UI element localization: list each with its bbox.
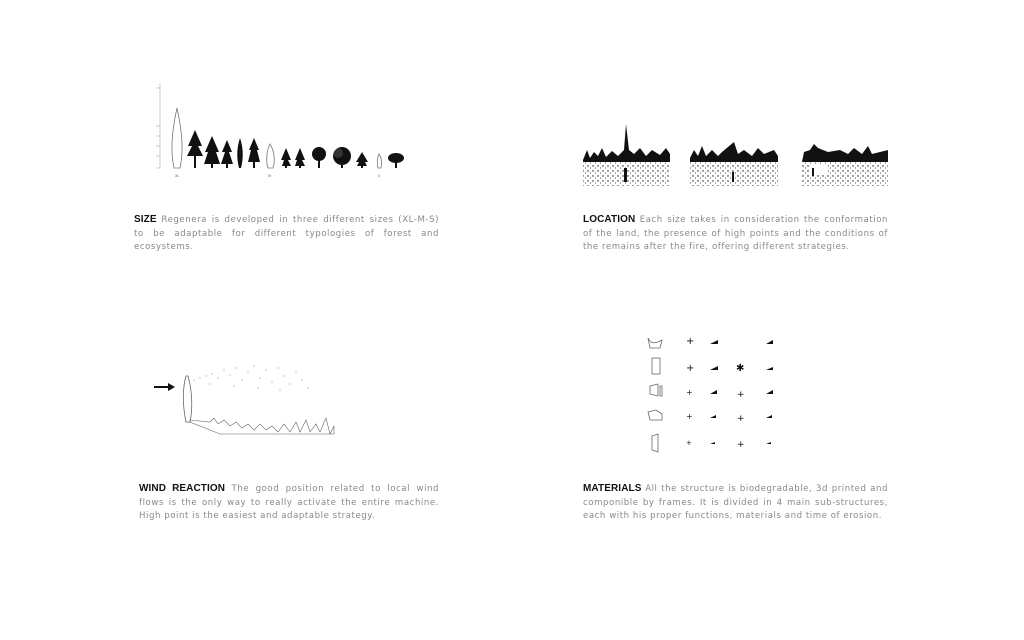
tree-silhouette (356, 152, 368, 168)
svg-text:+: + (686, 412, 693, 421)
svg-text:+: + (737, 390, 745, 400)
wind-caption (139, 482, 439, 524)
location-caption (583, 213, 888, 255)
svg-text:S: S (378, 174, 381, 178)
materials-caption (583, 482, 888, 524)
size-heading: SIZE (134, 214, 157, 225)
size-caption (134, 213, 439, 255)
svg-text:XL: XL (175, 174, 180, 178)
svg-text:+: + (737, 440, 745, 450)
tree-silhouette (248, 138, 260, 168)
wind-diagram (150, 360, 350, 440)
xl-tower-outline (172, 108, 182, 168)
size-text: Regenera is developed in three different sizes (XL-M-S) to be adaptable for different typologies of forest and ecosystems. (134, 215, 439, 252)
wind-heading: WIND REACTION (139, 483, 226, 494)
wind-arrow-icon (154, 383, 175, 391)
location-section-s (802, 144, 888, 186)
svg-text:+: + (737, 414, 745, 424)
tree-silhouette (281, 148, 291, 168)
materials-text: All the structure is biodegradable, 3d printed and componible by frames. It is divided in 4 main sub-structures, each with his proper functions, materials and time of erosion. (583, 484, 888, 521)
wind-tower-outline (183, 376, 191, 422)
svg-text:+: + (686, 388, 693, 397)
tree-silhouette (295, 148, 305, 168)
tree-silhouette (204, 136, 220, 168)
m-tower-outline (267, 144, 275, 168)
location-section-xl (583, 124, 670, 186)
wind-text: The good position related to local wind flows is the only way to really activate the entire machine. High point is the easiest and adaptable strategy. (139, 484, 440, 521)
svg-text:M: M (268, 174, 272, 178)
s-tower-outline (377, 154, 381, 168)
location-heading: LOCATION (583, 214, 636, 225)
location-text: Each size takes in consideration the conformation of the land, the presence of high points and the conditions of the remains after the fire, offering different strategies. (583, 215, 888, 252)
location-diagram (582, 120, 892, 190)
svg-text:+: + (686, 363, 695, 374)
materials-heading: MATERIALS (583, 483, 642, 494)
tree-silhouette (237, 138, 243, 168)
location-section-m (690, 142, 778, 186)
tree-silhouette (187, 130, 203, 168)
svg-text:✱: ✱ (736, 363, 745, 374)
svg-text:+: + (686, 439, 692, 447)
tree-silhouette (221, 140, 233, 168)
materials-diagram (640, 330, 790, 455)
size-diagram (150, 80, 420, 180)
svg-text:+: + (686, 336, 695, 347)
